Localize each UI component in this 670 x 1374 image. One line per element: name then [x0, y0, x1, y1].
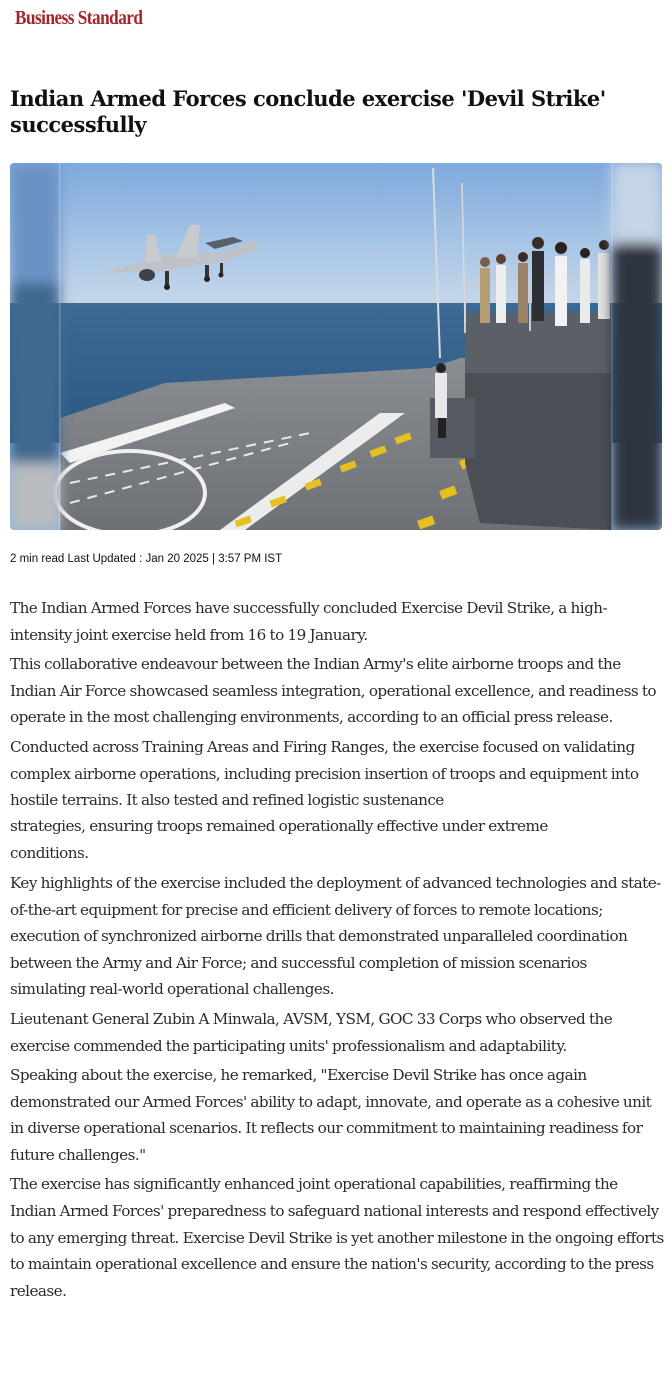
photo-image-icon — [10, 163, 662, 530]
clipped-text: strategies, ensuring troops remained operationally effective under extreme — [10, 818, 548, 835]
article-meta: 2 min read Last Updated : Jan 20 2025 | 3:57 PM IST — [10, 553, 283, 565]
site-logo[interactable]: Business Standard — [15, 7, 143, 29]
article-paragraph: This collaborative endeavour between the Indian Army's elite airborne troops and the Indian Air Force showcased seamless integration, operational excellence, and readiness to operate in the most challenging environments, according to an official press release. — [10, 655, 657, 727]
article-paragraph: Lieutenant General Zubin A Minwala, AVSM, YSM, GOC 33 Corps who observed the exercise commended the participating units' professionalism and adaptability. — [10, 1009, 613, 1055]
article-paragraph-text: Conducted across Training Areas and Firing Ranges, the exercise focused on validating complex airborne operations, including precision insertion of troops and equipment into hostile terrains. It also tested and refined logistic sustenance — [10, 737, 639, 810]
article-paragraph-tail: conditions. — [10, 844, 89, 863]
article-paragraph: The exercise has significantly enhanced joint operational capabilities, reaffirming the Indian Armed Forces' preparedness to safeguard national interests and respond effectively to any emerging threat. Exercise Devil Strike is yet another milestone in the ongoing efforts to maintain operational excellence and ensure the nation's security, according to the press release. — [10, 1175, 664, 1300]
article-paragraph — [10, 734, 665, 867]
article-paragraph: The Indian Armed Forces have successfully concluded Exercise Devil Strike, a high-intensity joint exercise held from 16 to 19 January. — [10, 599, 608, 644]
article-paragraph: Key highlights of the exercise included the deployment of advanced technologies and state-of-the-art equipment for precise and efficient delivery of forces to remote locations; execution of synchronized airborne drills that demonstrated unparalleled coordination between the Army and Air Force; and successful completion of mission scenarios simulating real-world operational challenges. — [10, 873, 661, 999]
clipped-text-line — [10, 819, 665, 836]
hero-image — [10, 163, 662, 530]
article-paragraph: Speaking about the exercise, he remarked, "Exercise Devil Strike has once again demonstrated our Armed Forces' ability to adapt, innovate, and operate as a cohesive unit in diverse operational scenarios. It reflects our commitment to maintaining readiness for future challenges." — [10, 1066, 652, 1164]
article-body — [10, 595, 665, 1307]
article-headline: Indian Armed Forces conclude exercise 'Devil Strike' successfully — [10, 86, 606, 137]
